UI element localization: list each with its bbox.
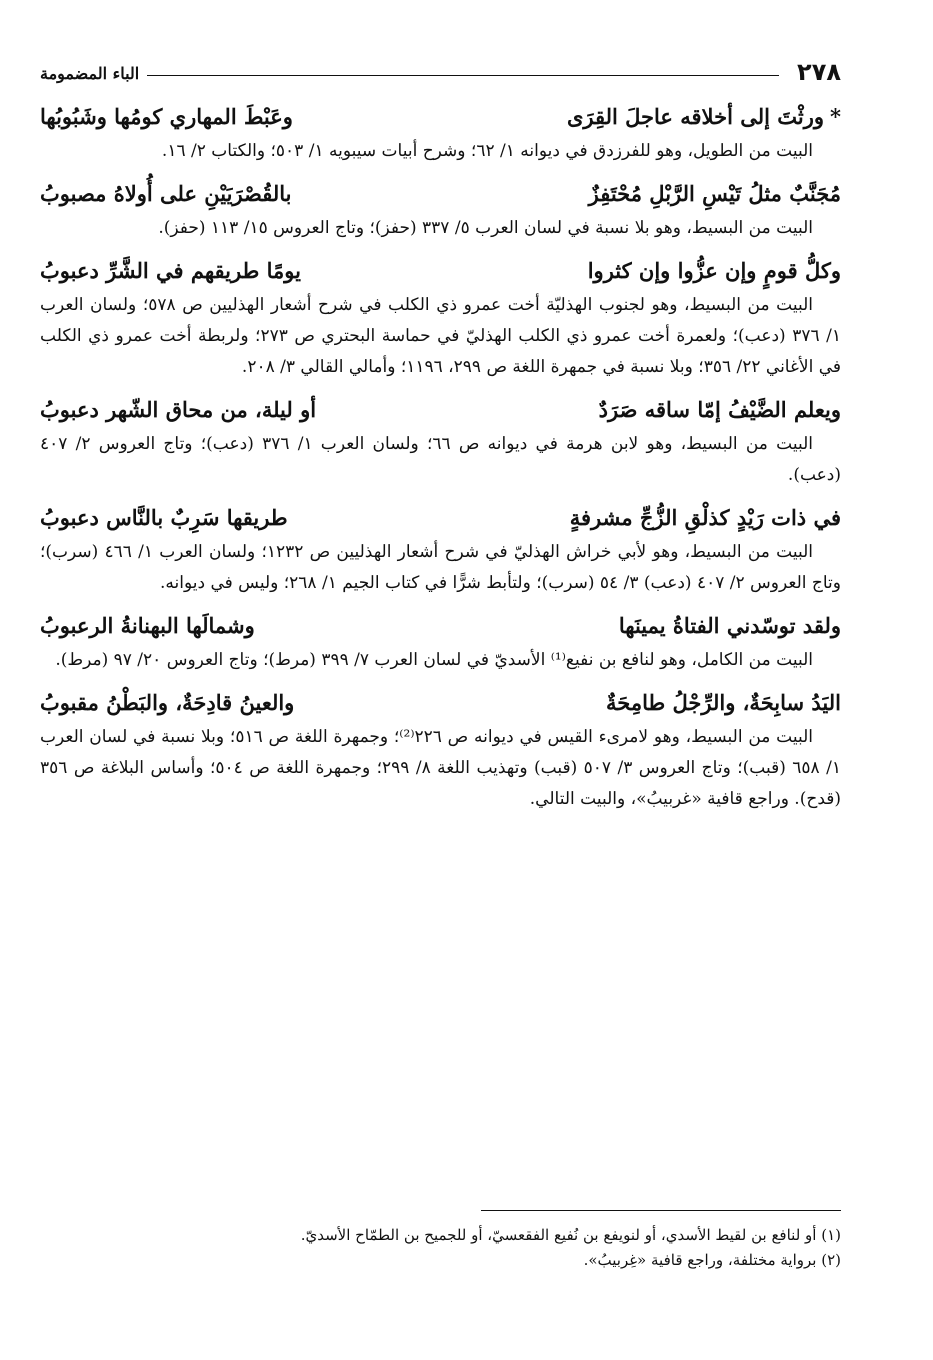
- verse-entry: [40, 499, 841, 599]
- verse-citation: البيت من البسيط، وهو بلا نسبة في لسان العرب ٥/ ٣٣٧ (حفز)؛ وتاج العروس ١٥/ ١١٣ (حفز).: [158, 218, 813, 238]
- verse-line: [40, 499, 841, 537]
- verse-entry: [40, 391, 841, 491]
- first-hemistich: وكلُّ قومٍ وإن عزُّوا وإن كثروا: [587, 258, 841, 283]
- first-hemistich: في ذات رَيْدٍ كذلْقِ الزُّجِّ مشرفةٍ: [569, 505, 841, 530]
- verse-entry: [40, 98, 841, 167]
- first-hemistich: *ورثْتَ إلى أخلاقه عاجلَ القِرَى: [566, 104, 841, 129]
- book-page: [40, 52, 841, 1330]
- verse-line: [40, 98, 841, 136]
- star-mark: *: [830, 104, 841, 129]
- first-hemistich: ولقد توسّدني الفتاةُ يمينَها: [618, 613, 841, 638]
- footnote-2: (٢) برواية مختلفة، وراجع قافية «غِربيبُ».: [583, 1251, 841, 1269]
- page-number: ٢٧٨: [797, 58, 841, 86]
- verse-entries: [40, 98, 841, 815]
- verse-line: [40, 607, 841, 645]
- second-hemistich: والعينُ قادِحَةٌ، والبَطْنُ مقبوبُ: [40, 690, 295, 715]
- verse-citation: البيت من البسيط، وهو لامرىء القيس في ديوانه ص ٢٢٦⁽²⁾؛ وجمهرة اللغة ص ٥١٦؛ وبلا نسبة في لسان العرب ١/ ٦٥٨ (قبب)؛ وتاج العروس ٣/ ٥٠٧ (قبب) وتهذيب اللغة ٨/ ٢٩٩؛ وجمهرة اللغة ص ٥٠٤؛ وأساس البلاغة ص ٣٥٦ (قدح). وراجع قافية «غربيبُ»، والبيت التالي.: [40, 727, 841, 809]
- verse-line: [40, 252, 841, 290]
- first-hemistich: اليَدُ سابِحَةٌ، والرِّجْلُ طامِحَةٌ: [606, 690, 841, 715]
- verse-citation: البيت من البسيط، وهو لأبي خراش الهذليّ في شرح أشعار الهذليين ص ١٢٣٢؛ ولسان العرب ١/ ٤٦٦ (سرب)؛ وتاج العروس ٢/ ٤٠٧ (دعب) ٣/ ٥٤ (سرب)؛ ولتأبط شرًّا في كتاب الجيم ١/ ٢٦٨؛ وليس في ديوانه.: [40, 542, 841, 593]
- second-hemistich: يومًا طريقهم في الشَّرِّ دعبوبُ: [40, 258, 301, 283]
- second-hemistich: طريقها سَرِبٌ بالنَّاس دعبوبُ: [40, 505, 288, 530]
- second-hemistich: أو ليلة، من محاق الشّهر دعبوبُ: [40, 397, 317, 422]
- footnote-1: (١) أو لنافع بن لقيط الأسدي، أو لنويفع بن نُفيع الفقعسيّ، أو للجميح بن الطمّاح الأسديّ.: [300, 1226, 841, 1244]
- footnote-rule: [481, 1210, 841, 1211]
- verse-entry: [40, 175, 841, 244]
- first-hemistich: مُجَنَّبٌ مثلُ تَيْسِ الرَّبْلِ مُحْتَفِزٌ: [588, 181, 841, 206]
- running-head: [40, 52, 841, 84]
- footnotes: [40, 1210, 841, 1330]
- header-rule: [147, 75, 779, 76]
- verse-entry: [40, 684, 841, 815]
- verse-entry: [40, 252, 841, 383]
- verse-line: [40, 391, 841, 429]
- second-hemistich: بالقُصْرَيَيْنِ على أُولاهُ مصبوبُ: [40, 181, 292, 206]
- verse-citation: البيت من البسيط، وهو لجنوب الهذليّة أخت عمرو ذي الكلب في شرح أشعار الهذليين ص ٥٧٨؛ ولسان العرب ١/ ٣٧٦ (دعب)؛ ولعمرة أخت عمرو ذي الكلب الهذليّ في حماسة البحتري ص ٢٧٣؛ ولربطة أخت عمرو ذي الكلب في الأغاني ٢٢/ ٣٥٦؛ وبلا نسبة في جمهرة اللغة ص ٢٩٩، ١١٩٦؛ وأمالي القالي ٣/ ٢٠٨.: [40, 295, 841, 377]
- verse-line: [40, 175, 841, 213]
- running-title: الباء المضمومة: [40, 64, 140, 83]
- second-hemistich: وشمالَها البهنانةُ الرعبوبُ: [40, 613, 255, 638]
- first-hemistich: ويعلم الضَّيْفُ إمّا ساقه صَرَدٌ: [598, 397, 841, 422]
- second-hemistich: وعَبْطَ المهاري كومُها وشَبُوبُها: [40, 104, 293, 129]
- verse-line: [40, 684, 841, 722]
- verse-citation: البيت من البسيط، وهو لابن هرمة في ديوانه ص ٦٦؛ ولسان العرب ١/ ٣٧٦ (دعب)؛ وتاج العروس ٢/ ٤٠٧ (دعب).: [40, 434, 841, 485]
- verse-citation: البيت من الطويل، وهو للفرزدق في ديوانه ١/ ٦٢؛ وشرح أبيات سيبويه ١/ ٥٠٣؛ والكتاب ٢/ ١٦.: [161, 141, 813, 161]
- verse-citation: البيت من الكامل، وهو لنافع بن نفيع⁽¹⁾ الأسديّ في لسان العرب ٧/ ٣٩٩ (مرط)؛ وتاج العروس ٢٠/ ٩٧ (مرط).: [55, 650, 813, 670]
- verse-entry: [40, 607, 841, 676]
